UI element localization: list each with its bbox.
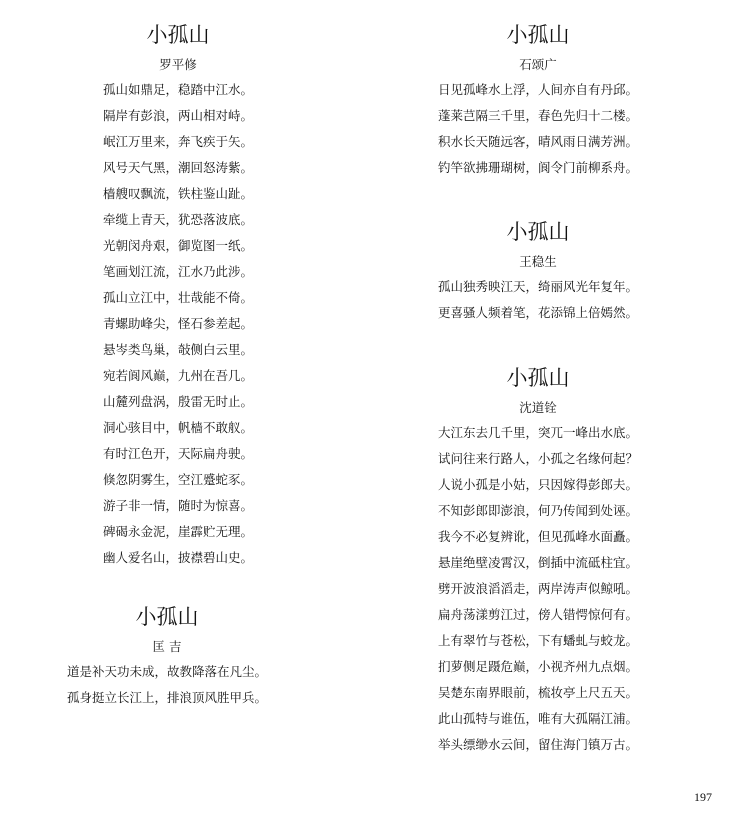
poem-line: 洞心骇目中，帆樯不敢舣。 xyxy=(102,420,253,435)
poem-lines xyxy=(373,425,703,763)
poem-line: 积水长天随远客，晴风雨日满芳洲。 xyxy=(437,134,638,149)
poem-lines xyxy=(373,82,703,186)
poem-line: 我今不必复辨讹，但见孤峰水面矗。 xyxy=(437,529,638,544)
poem-line: 岷江万里来，奔飞疾于矢。 xyxy=(102,134,253,149)
poem-author: 匡 吉 xyxy=(152,639,182,654)
poem-lines xyxy=(373,279,703,331)
poem-line: 碑碣永金泥，崖霹贮无理。 xyxy=(102,524,253,539)
poem-line: 上有翠竹与苍松，下有蟠虬与蛟龙。 xyxy=(437,633,638,648)
poem-line: 道是补天功未成，故教降落在凡尘。 xyxy=(66,664,267,679)
poem-line: 幽人爱名山，披襟碧山史。 xyxy=(102,550,253,565)
poem-shi-songguang xyxy=(373,22,703,186)
poem-line: 宛若阆风巅，九州在吾几。 xyxy=(102,368,253,383)
poem-line: 笔画划江流，江水乃此涉。 xyxy=(102,264,253,279)
poem-line: 游子非一情，随时为惊喜。 xyxy=(102,498,253,513)
poem-author: 王稳生 xyxy=(519,254,557,269)
poem-line: 悬崖绝壁凌霄汉，倒插中流砥柱宜。 xyxy=(437,555,638,570)
poem-line: 劈开波浪滔滔走，两岸涛声似鲸吼。 xyxy=(437,581,638,596)
poem-line: 扪萝侧足蹑危巅，小视齐州九点烟。 xyxy=(437,659,638,674)
poem-line: 吴楚东南界眼前，梳妆亭上尺五天。 xyxy=(437,685,638,700)
poem-title: 小孤山 xyxy=(506,23,570,47)
poem-line: 钓竿欲拂珊瑚树，阆令门前柳系舟。 xyxy=(437,160,638,175)
poem-author: 罗平修 xyxy=(159,57,197,72)
poem-lines xyxy=(18,82,338,576)
poem-author: 沈道铨 xyxy=(519,400,557,415)
poem-line: 倏忽阴雾生，空江蹙蛇豕。 xyxy=(102,472,253,487)
poem-line: 青螺助峰尖，怪石参差起。 xyxy=(102,316,253,331)
page-number: 197 xyxy=(694,790,712,804)
poem-line: 试问往来行路人，小孤之名缘何起？ xyxy=(437,451,638,466)
poem-line: 悬岑类鸟巢，敧侧白云里。 xyxy=(102,342,253,357)
poem-line: 更喜骚人频着笔，花添锦上倍嫣然。 xyxy=(437,305,638,320)
poem-kuang-ji xyxy=(2,604,332,716)
poem-author: 石颂广 xyxy=(519,57,557,72)
poem-line: 孤身挺立长江上，排浪顶风胜甲兵。 xyxy=(66,690,267,705)
poem-line: 有时江色开，天际扁舟驶。 xyxy=(102,446,253,461)
poem-line: 樯艘叹飘流，铁柱鉴山趾。 xyxy=(102,186,253,201)
poem-line: 不知彭郎即澎浪，何乃传闻到处诬。 xyxy=(437,503,638,518)
poem-line: 人说小孤是小姑，只因嫁得彭郎夫。 xyxy=(437,477,638,492)
poem-line: 山麓列盘涡，殷雷无时止。 xyxy=(102,394,253,409)
poem-line: 风号天气黑，潮回怒涛紫。 xyxy=(102,160,253,175)
poem-wang-wensheng xyxy=(373,219,703,331)
poem-line: 扁舟荡漾剪江过，傍人错愕惊何有。 xyxy=(437,607,638,622)
poem-line: 孤山立江中，壮哉能不倚。 xyxy=(102,290,253,305)
poem-title: 小孤山 xyxy=(135,605,199,629)
poem-line: 日见孤峰水上浮，人间亦自有丹邱。 xyxy=(437,82,638,97)
poem-title: 小孤山 xyxy=(506,220,570,244)
poem-line: 孤山如鼎足，稳踏中江水。 xyxy=(102,82,253,97)
poem-lines xyxy=(2,664,332,716)
poem-luo-pingxiu xyxy=(18,22,338,576)
poem-line: 举头缥缈水云间，留住海门镇万古。 xyxy=(437,737,638,752)
poem-line: 蓬莱芑隔三千里，春色先归十二楼。 xyxy=(437,108,638,123)
poem-line: 大江东去几千里，突兀一峰出水底。 xyxy=(437,425,638,440)
poem-title: 小孤山 xyxy=(506,366,570,390)
poem-line: 隔岸有彭浪，两山相对峙。 xyxy=(102,108,253,123)
poem-line: 孤山独秀映江天，绮丽风光年复年。 xyxy=(437,279,638,294)
poem-title: 小孤山 xyxy=(146,23,210,47)
poem-line: 此山孤特与谁伍，唯有大孤隔江浦。 xyxy=(437,711,638,726)
poem-line: 牵缆上青天，犹恐落波底。 xyxy=(102,212,253,227)
poem-shen-daoquan xyxy=(373,365,703,763)
poem-line: 光朝闵舟艰，御览图一纸。 xyxy=(102,238,253,253)
